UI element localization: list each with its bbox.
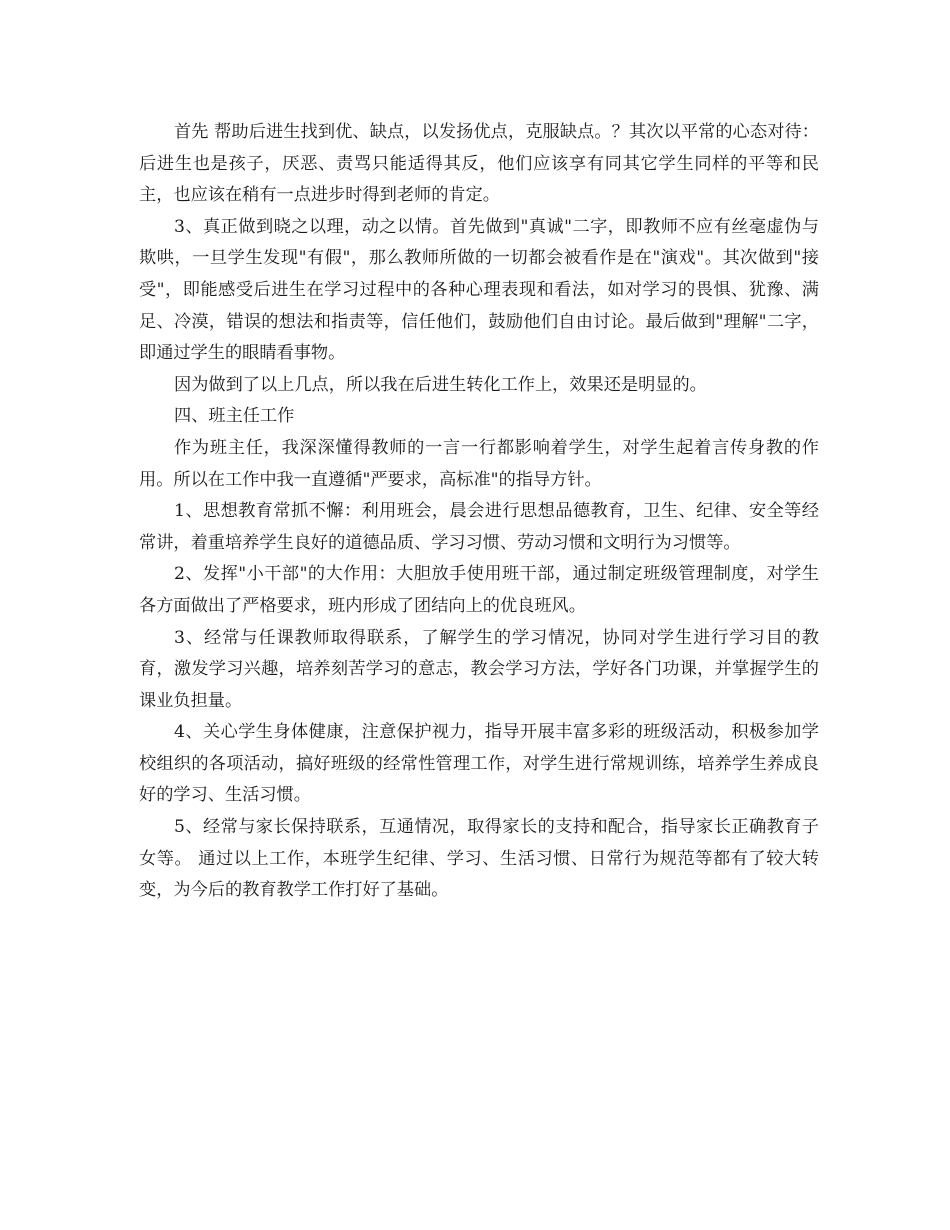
paragraph-teacher-contact: 3、经常与任课教师取得联系，了解学生的学习情况，协同对学生进行学习目的教育，激发学习兴趣，培养刻苦学习的意志，教会学习方法，学好各门功课，并掌握学生的课业负担量。: [139, 627, 819, 711]
section-heading-class-teacher-work: 四、班主任工作: [174, 406, 295, 427]
paragraph-moral-education: 1、思想教育常抓不懈：利用班会，晨会进行思想品德教育，卫生、纪律、安全等经常讲，着重培养学生良好的道德品质、学习习惯、劳动习惯和文明行为习惯等。: [139, 501, 819, 553]
document-body: [139, 117, 819, 907]
paragraph-parent-contact: 5、经常与家长保持联系，互通情况，取得家长的支持和配合，指导家长正确教育子女等。 通过以上工作，本班学生纪律、学习、生活习惯、日常行为规范等都有了较大转变，为今后的教育教学工作打好了基础。: [139, 817, 819, 901]
paragraph-result: 因为做到了以上几点，所以我在后进生转化工作上，效果还是明显的。: [174, 374, 707, 395]
paragraph-student-health: 4、关心学生身体健康，注意保护视力，指导开展丰富多彩的班级活动，积极参加学校组织的各项活动，搞好班级的经常性管理工作，对学生进行常规训练，培养学生养成良好的学习、生活习惯。: [139, 722, 819, 806]
paragraph-remedial-approach: 首先 帮助后进生找到优、缺点，以发扬优点，克服缺点。？其次以平常的心态对待：后进生也是孩子，厌恶、责骂只能适得其反，他们应该享有同其它学生同样的平等和民主，也应该在稍有一点进步时得到老师的肯定。: [139, 122, 819, 206]
paragraph-reason-emotion: 3、真正做到晓之以理，动之以情。首先做到"真诚"二字，即教师不应有丝毫虚伪与欺哄，一旦学生发现"有假"，那么教师所做的一切都会被看作是在"演戏"。其次做到"接受"，即能感受后进生在学习过程中的各种心理表现和看法，如对学习的畏惧、犹豫、满足、冷漠，错误的想法和指责等，信任他们，鼓励他们自由讨论。最后做到"理解"二字，即通过学生的眼睛看事物。: [139, 216, 819, 364]
paragraph-class-teacher-intro: 作为班主任，我深深懂得教师的一言一行都影响着学生，对学生起着言传身教的作用。所以在工作中我一直遵循"严要求，高标准"的指导方针。: [139, 437, 819, 490]
paragraph-class-cadres: 2、发挥"小干部"的大作用：大胆放手使用班干部，通过制定班级管理制度，对学生各方面做出了严格要求，班内形成了团结向上的优良班风。: [139, 564, 819, 616]
